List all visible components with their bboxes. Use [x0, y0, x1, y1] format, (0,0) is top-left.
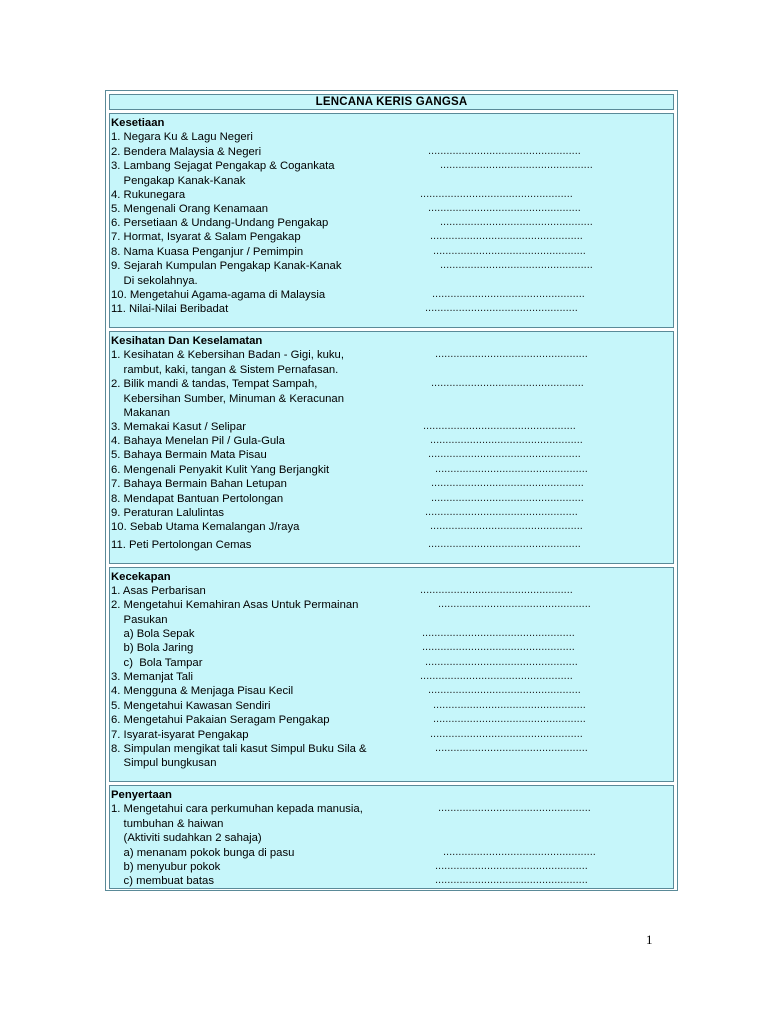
- checklist-item: Pengakap Kanak-Kanak: [111, 175, 246, 187]
- checklist-item: 5. Mengenali Orang Kenamaan: [111, 203, 269, 215]
- section-heading: Penyertaan: [111, 789, 172, 801]
- signature-dotted-line: ..................................................: [430, 728, 583, 740]
- checklist-item: 7. Bahaya Bermain Bahan Letupan: [111, 478, 287, 490]
- signature-dotted-line: ..................................................: [431, 477, 584, 489]
- checklist-item: 1. Kesihatan & Kebersihan Badan - Gigi, kuku,: [111, 349, 344, 361]
- checklist-item: 1. Negara Ku & Lagu Negeri: [111, 131, 253, 143]
- checklist-item: 7. Isyarat-isyarat Pengakap: [111, 729, 249, 741]
- page-number: 1: [646, 932, 653, 947]
- checklist-item: 8. Mendapat Bantuan Pertolongan: [111, 493, 284, 505]
- checklist-item: Pasukan: [111, 614, 168, 626]
- checklist-item: Makanan: [111, 407, 171, 419]
- signature-dotted-line: ..................................................: [420, 188, 573, 200]
- signature-dotted-line: ..................................................: [432, 288, 585, 300]
- checklist-item: rambut, kaki, tangan & Sistem Pernafasan.: [111, 364, 339, 376]
- signature-dotted-line: ..................................................: [428, 684, 581, 696]
- signature-dotted-line: ..................................................: [430, 230, 583, 242]
- checklist-item: 5. Mengetahui Kawasan Sendiri: [111, 700, 271, 712]
- signature-dotted-line: ..................................................: [435, 463, 588, 475]
- signature-dotted-line: ..................................................: [431, 377, 584, 389]
- signature-dotted-line: ..................................................: [428, 448, 581, 460]
- checklist-item: 8. Nama Kuasa Penganjur / Pemimpin: [111, 246, 304, 258]
- signature-dotted-line: ..................................................: [422, 641, 575, 653]
- checklist-item: a) Bola Sepak: [111, 628, 195, 640]
- signature-dotted-line: ..................................................: [428, 202, 581, 214]
- signature-dotted-line: ..................................................: [428, 538, 581, 550]
- checklist-item: Simpul bungkusan: [111, 757, 217, 769]
- checklist-item: 2. Mengetahui Kemahiran Asas Untuk Permainan: [111, 599, 359, 611]
- signature-dotted-line: ..................................................: [440, 159, 593, 171]
- checklist-item: 2. Bilik mandi & tandas, Tempat Sampah,: [111, 378, 318, 390]
- section-heading: Kesihatan Dan Keselamatan: [111, 335, 263, 347]
- checklist-item: 8. Simpulan mengikat tali kasut Simpul Buku Sila &: [111, 743, 367, 755]
- checklist-item: 1. Asas Perbarisan: [111, 585, 206, 597]
- checklist-item: 4. Mengguna & Menjaga Pisau Kecil: [111, 685, 294, 697]
- section-kecekapan: [109, 567, 674, 782]
- signature-dotted-line: ..................................................: [433, 713, 586, 725]
- checklist-item: 10. Mengetahui Agama-agama di Malaysia: [111, 289, 326, 301]
- signature-dotted-line: ..................................................: [420, 670, 573, 682]
- signature-dotted-line: ..................................................: [435, 348, 588, 360]
- checklist-item: 4. Rukunegara: [111, 189, 186, 201]
- checklist-item: 3. Memakai Kasut / Selipar: [111, 421, 246, 433]
- checklist-item: 3. Memanjat Tali: [111, 671, 194, 683]
- signature-dotted-line: ..................................................: [435, 874, 588, 886]
- signature-dotted-line: ..................................................: [423, 420, 576, 432]
- checklist-item: 4. Bahaya Menelan Pil / Gula-Gula: [111, 435, 285, 447]
- checklist-item: Kebersihan Sumber, Minuman & Keracunan: [111, 393, 344, 405]
- signature-dotted-line: ..................................................: [435, 742, 588, 754]
- checklist-item: 9. Sejarah Kumpulan Pengakap Kanak-Kanak: [111, 260, 342, 272]
- checklist-item: 2. Bendera Malaysia & Negeri: [111, 146, 262, 158]
- section-kesetiaan: [109, 113, 674, 328]
- signature-dotted-line: ..................................................: [430, 434, 583, 446]
- signature-dotted-line: ..................................................: [430, 520, 583, 532]
- signature-dotted-line: ..................................................: [433, 699, 586, 711]
- signature-dotted-line: ..................................................: [440, 216, 593, 228]
- section-heading: Kecekapan: [111, 571, 171, 583]
- signature-dotted-line: ..................................................: [438, 802, 591, 814]
- section-heading: Kesetiaan: [111, 117, 165, 129]
- signature-dotted-line: ..................................................: [425, 656, 578, 668]
- checklist-item: 11. Peti Pertolongan Cemas: [111, 539, 252, 551]
- checklist-item: 6. Mengetahui Pakaian Seragam Pengakap: [111, 714, 330, 726]
- checklist-item: 5. Bahaya Bermain Mata Pisau: [111, 449, 267, 461]
- signature-dotted-line: ..................................................: [420, 584, 573, 596]
- signature-dotted-line: ..................................................: [425, 506, 578, 518]
- checklist-item: b) menyubur pokok: [111, 861, 221, 873]
- checklist-item: tumbuhan & haiwan: [111, 818, 224, 830]
- checklist-item: 1. Mengetahui cara perkumuhan kepada manusia,: [111, 803, 363, 815]
- document-frame: [105, 90, 678, 891]
- checklist-item: c) Bola Tampar: [111, 657, 203, 669]
- signature-dotted-line: ..................................................: [425, 302, 578, 314]
- signature-dotted-line: ..................................................: [443, 846, 596, 858]
- signature-dotted-line: ..................................................: [428, 145, 581, 157]
- checklist-item: (Aktiviti sudahkan 2 sahaja): [111, 832, 262, 844]
- signature-dotted-line: ..................................................: [431, 492, 584, 504]
- signature-dotted-line: ..................................................: [440, 259, 593, 271]
- section-kesihatan-dan-keselamatan: [109, 331, 674, 564]
- checklist-item: 10. Sebab Utama Kemalangan J/raya: [111, 521, 300, 533]
- checklist-item: c) membuat batas: [111, 875, 214, 887]
- signature-dotted-line: ..................................................: [422, 627, 575, 639]
- signature-dotted-line: ..................................................: [433, 245, 586, 257]
- checklist-item: a) menanam pokok bunga di pasu: [111, 847, 295, 859]
- document-title: LENCANA KERIS GANGSA: [109, 94, 674, 110]
- checklist-item: b) Bola Jaring: [111, 642, 194, 654]
- checklist-item: 9. Peraturan Lalulintas: [111, 507, 225, 519]
- checklist-item: 11. Nilai-Nilai Beribadat: [111, 303, 229, 315]
- signature-dotted-line: ..................................................: [438, 598, 591, 610]
- checklist-item: 6. Persetiaan & Undang-Undang Pengakap: [111, 217, 329, 229]
- checklist-item: 6. Mengenali Penyakit Kulit Yang Berjangkit: [111, 464, 330, 476]
- checklist-item: 3. Lambang Sejagat Pengakap & Cogankata: [111, 160, 335, 172]
- checklist-item: Di sekolahnya.: [111, 275, 198, 287]
- checklist-item: 7. Hormat, Isyarat & Salam Pengakap: [111, 231, 301, 243]
- signature-dotted-line: ..................................................: [435, 860, 588, 872]
- section-penyertaan: [109, 785, 674, 889]
